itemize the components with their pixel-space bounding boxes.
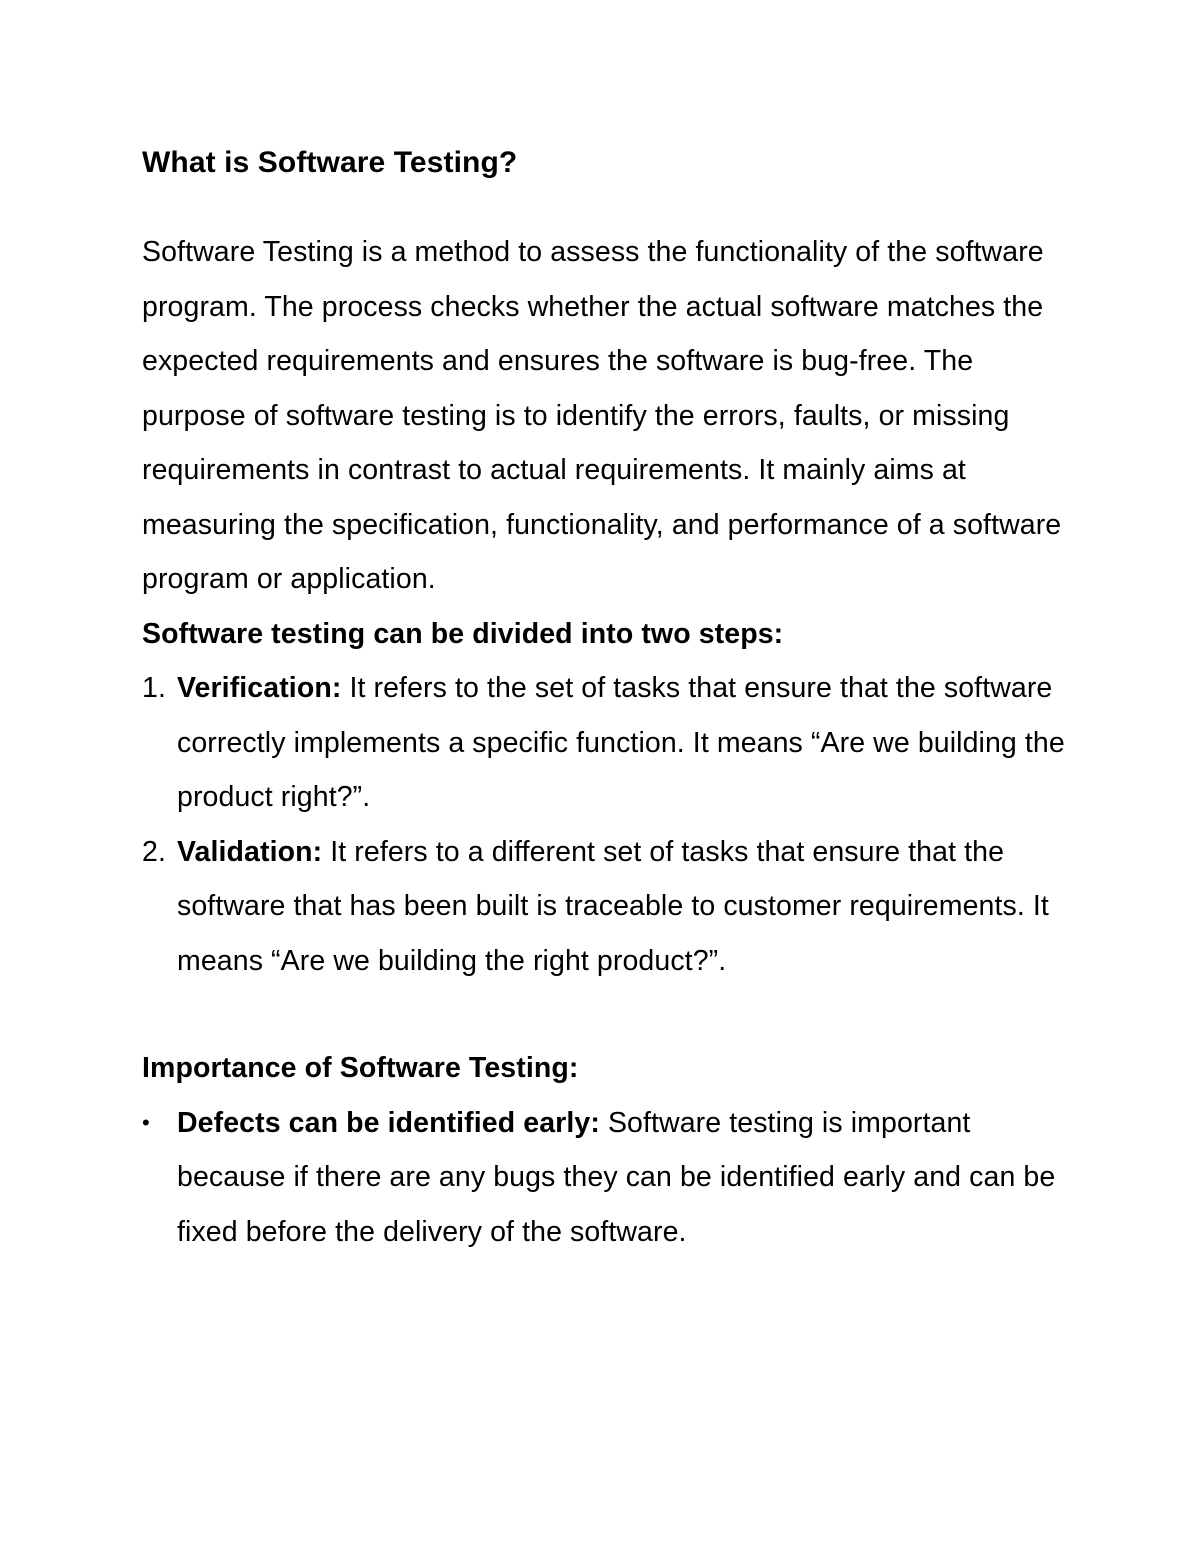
list-description: Software testing is important because if there are any bugs they can be identified early and can be fixed before the delivery of the software. — [177, 1106, 1056, 1248]
intro-paragraph: Software Testing is a method to assess the functionality of the software program. The process checks whether the actual software matches the expected requirements and ensures the software is bug-free. The purpose of software testing is to identify the errors, faults, or missing requirements in contrast to actual requirements. It mainly aims at measuring the specification, functionality, and performance of a software program or application. — [142, 236, 1062, 595]
list-term: Defects can be identified early: — [177, 1106, 600, 1139]
section-spacer — [142, 988, 1077, 1041]
steps-list — [142, 661, 1077, 988]
list-number: 2. — [142, 835, 166, 868]
bullet-icon: • — [142, 1109, 150, 1135]
list-term: Verification: — [177, 672, 342, 704]
steps-heading: Software testing can be divided into two steps: — [142, 617, 784, 650]
document-title: What is Software Testing? — [142, 146, 518, 179]
list-description: It refers to a different set of tasks that ensure that the software that has been built is traceable to customer requirements. It means “Are we building the right product?”. — [177, 835, 1049, 977]
list-term: Validation: — [177, 835, 323, 868]
list-description: It refers to the set of tasks that ensure that the software correctly implements a specific function. It means “Are we building the product right?”. — [177, 672, 1065, 813]
list-number: 1. — [142, 672, 166, 704]
importance-list — [142, 1096, 1077, 1260]
list-item — [142, 825, 1077, 989]
list-item — [142, 1096, 1077, 1260]
document-page — [142, 140, 1077, 1259]
importance-heading: Importance of Software Testing: — [142, 1052, 579, 1084]
list-item — [142, 661, 1077, 825]
